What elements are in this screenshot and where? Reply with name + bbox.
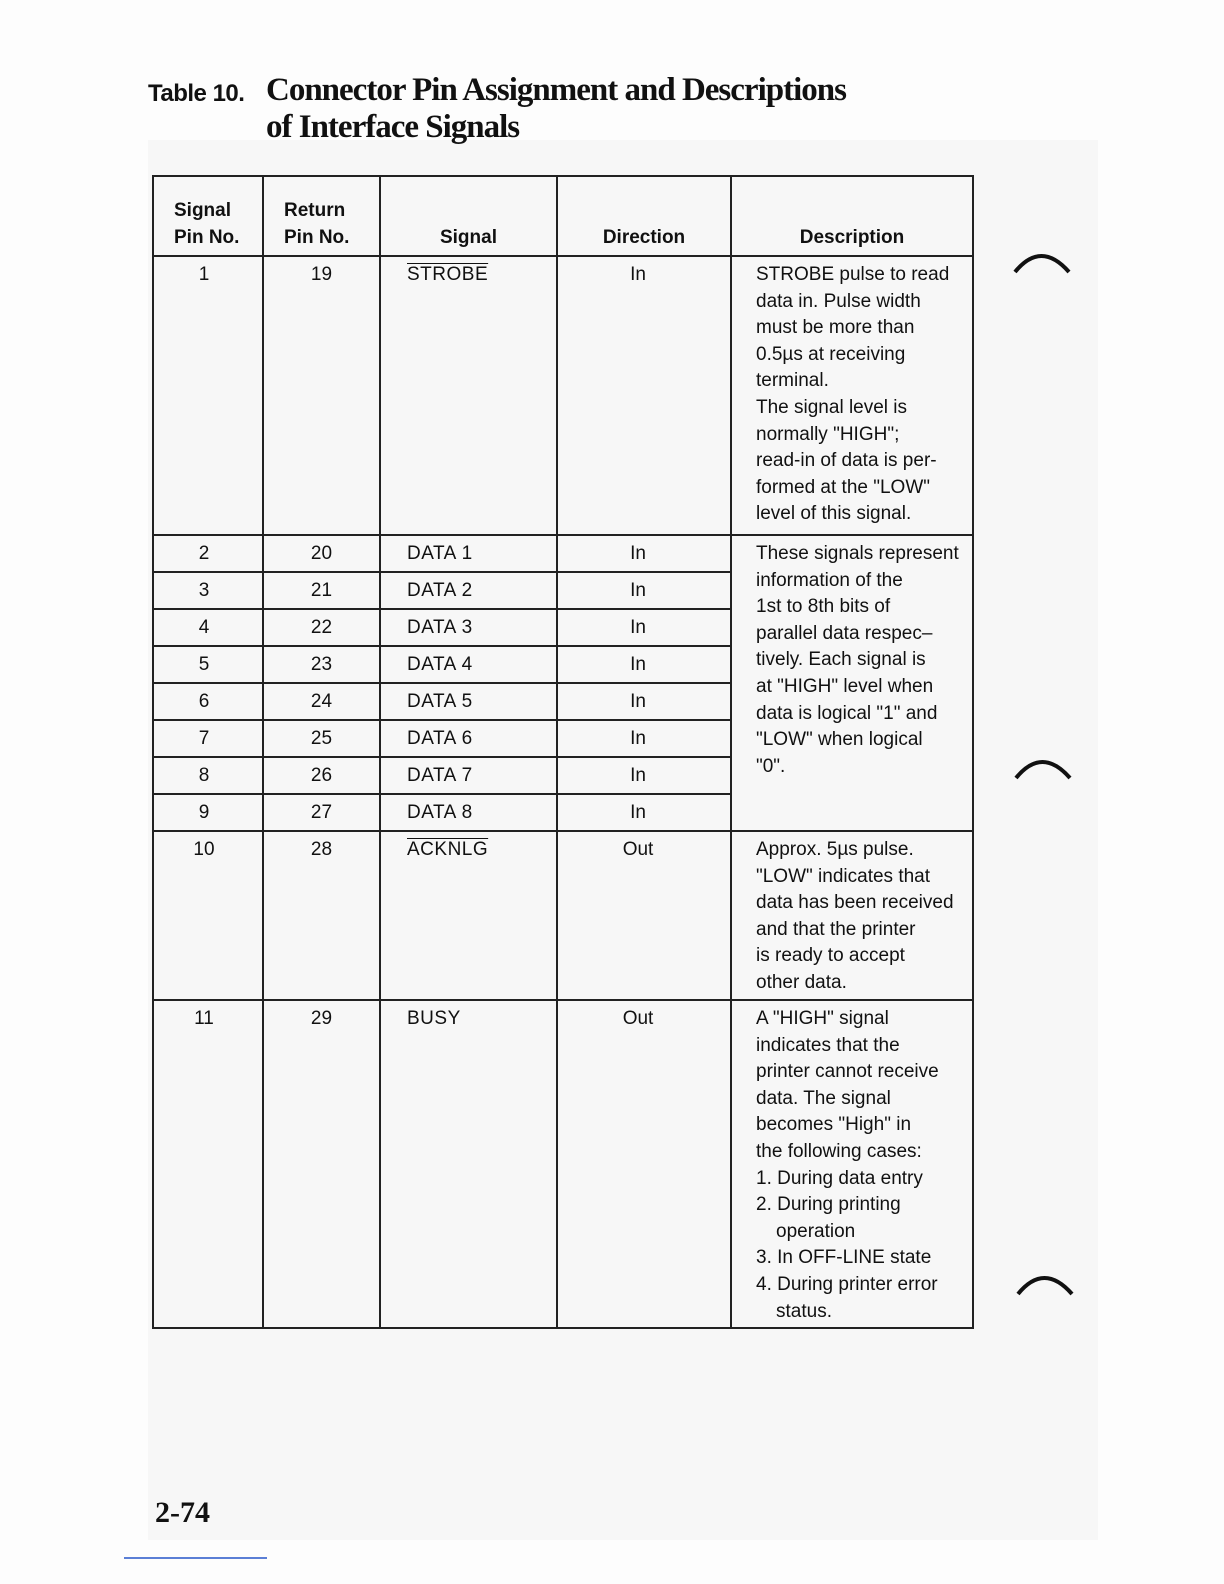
description-line: 1. During data entry	[756, 1167, 923, 1189]
description-line: "LOW" when logical	[756, 729, 923, 751]
description-line: 1st to 8th bits of	[756, 596, 891, 618]
description-line: must be more than	[756, 317, 915, 339]
signal-pin-cell: 11	[153, 1000, 263, 1328]
signal-cell: DATA 3	[380, 609, 557, 646]
header-signal: Signal	[380, 176, 557, 256]
description-line: becomes "High" in	[756, 1114, 912, 1136]
description-line: data. The signal	[756, 1087, 891, 1109]
direction-cell: In	[557, 572, 731, 609]
return-pin-cell: 29	[263, 1000, 380, 1328]
description-line: is ready to accept	[756, 945, 905, 967]
pin-assignment-table	[152, 175, 974, 1329]
signal-pin-cell: 5	[153, 646, 263, 683]
table-title	[266, 72, 846, 146]
header-return-pin-line-2: Pin No.	[284, 227, 350, 248]
return-pin-cell: 23	[263, 646, 380, 683]
signal-cell: DATA 5	[380, 683, 557, 720]
header-return-pin	[263, 176, 380, 256]
signal-pin-cell: 3	[153, 572, 263, 609]
binder-hole-arc-icon	[1013, 246, 1073, 276]
bottom-divider	[124, 1557, 267, 1559]
description-line: parallel data respec–	[756, 622, 933, 644]
description-line: indicates that the	[756, 1034, 900, 1056]
direction-cell: In	[557, 757, 731, 794]
return-pin-cell: 26	[263, 757, 380, 794]
direction-cell: In	[557, 256, 731, 535]
signal-cell: DATA 2	[380, 572, 557, 609]
description-line: "0".	[756, 755, 786, 777]
description-line: level of this signal.	[756, 503, 912, 525]
signal-pin-cell: 8	[153, 757, 263, 794]
description-line: STROBE pulse to read	[756, 264, 950, 285]
header-direction: Direction	[557, 176, 731, 256]
signal-cell	[380, 256, 557, 535]
description-line: terminal.	[756, 370, 829, 392]
header-signal-pin-line-1: Signal	[174, 200, 232, 221]
page-number: 2-74	[155, 1496, 210, 1529]
signal-pin-cell: 1	[153, 256, 263, 535]
description-line: A "HIGH" signal	[756, 1008, 889, 1029]
description-cell	[731, 256, 973, 535]
signal-cell: DATA 1	[380, 535, 557, 572]
description-cell	[731, 535, 973, 831]
return-pin-cell: 24	[263, 683, 380, 720]
direction-cell: Out	[557, 831, 731, 1000]
header-row	[153, 176, 973, 256]
description-line: 2. During printing	[756, 1194, 901, 1216]
header-signal-pin	[153, 176, 263, 256]
description-cell	[731, 1000, 973, 1328]
direction-cell: In	[557, 609, 731, 646]
signal-pin-cell: 10	[153, 831, 263, 1000]
header-description: Description	[731, 176, 973, 256]
signal-pin-cell: 9	[153, 794, 263, 831]
description-line: and that the printer	[756, 918, 916, 940]
table-title-line-2: of Interface Signals	[266, 109, 520, 145]
binder-hole-arc-icon	[1016, 1268, 1076, 1298]
return-pin-cell: 20	[263, 535, 380, 572]
binder-hole-arc-icon	[1014, 752, 1074, 782]
signal-cell	[380, 831, 557, 1000]
description-line: formed at the "LOW"	[756, 476, 930, 498]
return-pin-cell: 21	[263, 572, 380, 609]
direction-cell: In	[557, 646, 731, 683]
return-pin-cell: 25	[263, 720, 380, 757]
description-line: data has been received	[756, 892, 954, 914]
signal-cell: DATA 8	[380, 794, 557, 831]
header-return-pin-line-1: Return	[284, 200, 346, 221]
description-line: printer cannot receive	[756, 1061, 939, 1083]
description-line: Approx. 5µs pulse.	[756, 839, 914, 860]
description-line: 4. During printer error	[756, 1273, 938, 1295]
signal-cell: DATA 4	[380, 646, 557, 683]
signal-name: STROBE	[407, 264, 489, 285]
signal-cell: BUSY	[380, 1000, 557, 1328]
direction-cell: In	[557, 794, 731, 831]
description-line: normally "HIGH";	[756, 423, 900, 445]
return-pin-cell: 19	[263, 256, 380, 535]
description-line: other data.	[756, 971, 847, 993]
direction-cell: In	[557, 535, 731, 572]
return-pin-cell: 28	[263, 831, 380, 1000]
return-pin-cell: 22	[263, 609, 380, 646]
signal-pin-cell: 2	[153, 535, 263, 572]
description-line: information of the	[756, 569, 903, 591]
description-line: operation	[776, 1220, 856, 1242]
description-line: 3. In OFF-LINE state	[756, 1247, 932, 1269]
table-row	[153, 256, 973, 535]
description-line: status.	[776, 1300, 832, 1322]
direction-cell: In	[557, 720, 731, 757]
description-line: data in. Pulse width	[756, 290, 921, 312]
description-line: data is logical "1" and	[756, 702, 938, 724]
table-row	[153, 831, 973, 1000]
description-line: the following cases:	[756, 1140, 922, 1162]
table-row	[153, 1000, 973, 1328]
signal-cell: DATA 6	[380, 720, 557, 757]
table-title-line-1: Connector Pin Assignment and Descriptions	[266, 72, 846, 108]
description-line: read-in of data is per-	[756, 450, 937, 472]
signal-pin-cell: 6	[153, 683, 263, 720]
description-line: The signal level is	[756, 396, 908, 418]
description-line: These signals represent	[756, 543, 959, 564]
description-line: "LOW" indicates that	[756, 865, 931, 887]
signal-pin-cell: 7	[153, 720, 263, 757]
return-pin-cell: 27	[263, 794, 380, 831]
description-line: 0.5µs at receiving	[756, 343, 906, 365]
description-line: at "HIGH" level when	[756, 675, 934, 697]
signal-name: ACKNLG	[407, 839, 489, 860]
table-row	[153, 535, 973, 572]
description-cell	[731, 831, 973, 1000]
description-line: tively. Each signal is	[756, 649, 926, 671]
table-label: Table 10.	[148, 80, 245, 107]
direction-cell: Out	[557, 1000, 731, 1328]
header-signal-pin-line-2: Pin No.	[174, 227, 240, 248]
signal-pin-cell: 4	[153, 609, 263, 646]
signal-cell: DATA 7	[380, 757, 557, 794]
direction-cell: In	[557, 683, 731, 720]
